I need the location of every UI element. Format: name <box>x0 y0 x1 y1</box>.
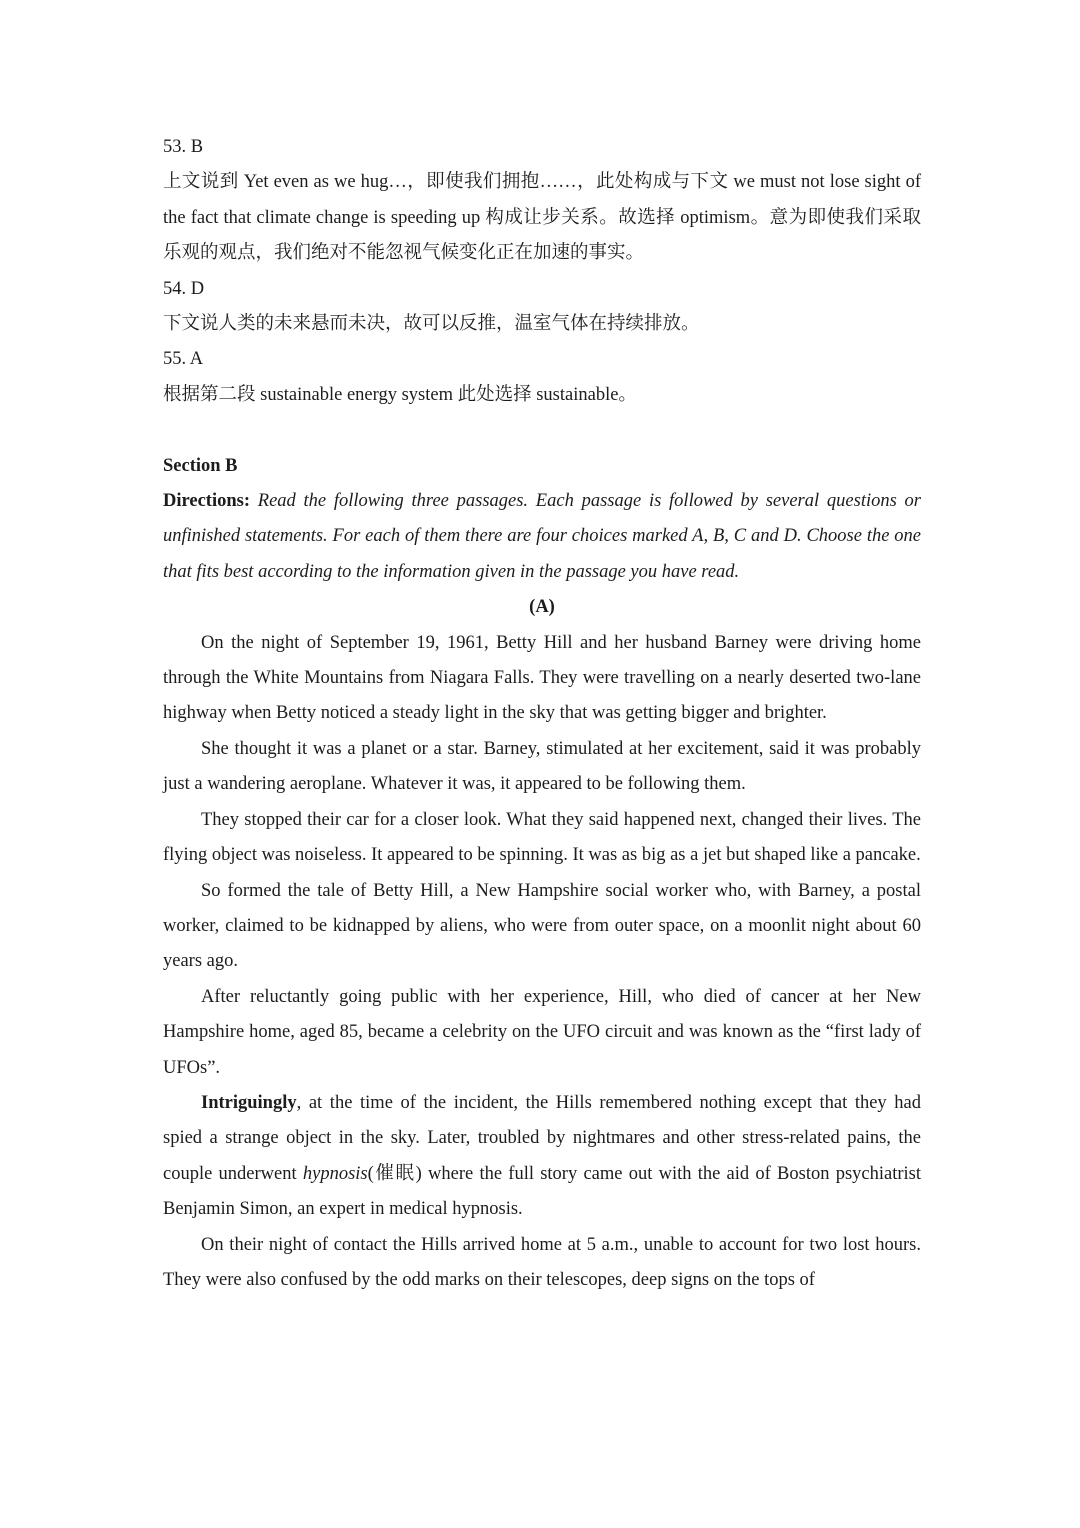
passage-paragraph: On the night of September 19, 1961, Betty Hill and her husband Barney were driving home through the White Mountains from Niagara Falls. They were travelling on a nearly deserted two-lane highway when Betty noticed a steady light in the sky that was getting bigger and brighter. <box>163 632 921 724</box>
answer-label: 55. A <box>163 349 204 370</box>
passage-paragraph: After reluctantly going public with her experience, Hill, who died of cancer at her New Hampshire home, aged 85, became a celebrity on the UFO circuit and was known as the “first lady of UFOs”. <box>163 986 921 1078</box>
passage-paragraph: So formed the tale of Betty Hill, a New Hampshire social worker who, with Barney, a postal worker, claimed to be kidnapped by aliens, who were from outer space, on a moonlit night about 60 years ago. <box>163 880 921 972</box>
document-page <box>163 130 921 1298</box>
highlighted-word: Intriguingly <box>201 1092 297 1113</box>
passage-paragraph <box>163 1086 921 1228</box>
directions-text: Read the following three passages. Each passage is followed by several questions or unfinished statements. For each of them there are four choices marked A, B, C and D. Choose the one that fits best according to the information given in the passage you have read. <box>163 491 921 582</box>
passage-paragraph: She thought it was a planet or a star. Barney, stimulated at her excitement, said it was probably just a wandering aeroplane. Whatever it was, it appeared to be following them. <box>163 738 921 795</box>
answer-53 <box>163 130 921 272</box>
answer-54 <box>163 272 921 343</box>
glossed-word: hypnosis <box>302 1163 368 1184</box>
answer-explanation: 下文说人类的未来悬而未决，故可以反推，温室气体在持续排放。 <box>163 314 700 335</box>
answer-explanation: 上文说到 Yet even as we hug…，即使我们拥抱……，此处构成与下文 we must not lose sight of the fact that climate change is speeding up 构成让步关系。故选择 optimism。意为即使我们采取乐观的观点，我们绝对不能忽视气候变化正在加速的事实。 <box>163 172 921 264</box>
gloss: (催眠) <box>367 1163 422 1184</box>
spacer <box>163 413 921 448</box>
directions <box>163 484 921 590</box>
directions-label: Directions: <box>163 491 250 512</box>
answer-55 <box>163 342 921 413</box>
passage-title: (A) <box>529 597 555 618</box>
section-title: Section B <box>163 455 238 476</box>
answer-label: 53. B <box>163 137 204 157</box>
passage-paragraph: They stopped their car for a closer look. What they said happened next, changed their lives. The flying object was noiseless. It appeared to be spinning. It was as big as a jet but shaped like a pancake. <box>163 809 921 866</box>
paragraph-text: where the full story came out with the aid of Boston psychiatrist Benjamin Simon, an expert in medical hypnosis. <box>163 1163 921 1220</box>
answer-explanation: 根据第二段 sustainable energy system 此处选择 sustainable。 <box>163 384 637 405</box>
answer-label: 54. D <box>163 278 205 299</box>
passage-paragraph: On their night of contact the Hills arrived home at 5 a.m., unable to account for two lost hours. They were also confused by the odd marks on their telescopes, deep signs on the tops of <box>163 1234 921 1290</box>
paragraph-text: , at the time of the incident, the Hills remembered nothing except that they had spied a strange object in the sky. Later, troubled by nightmares and other stress-related pains, the couple underwent <box>163 1092 921 1184</box>
